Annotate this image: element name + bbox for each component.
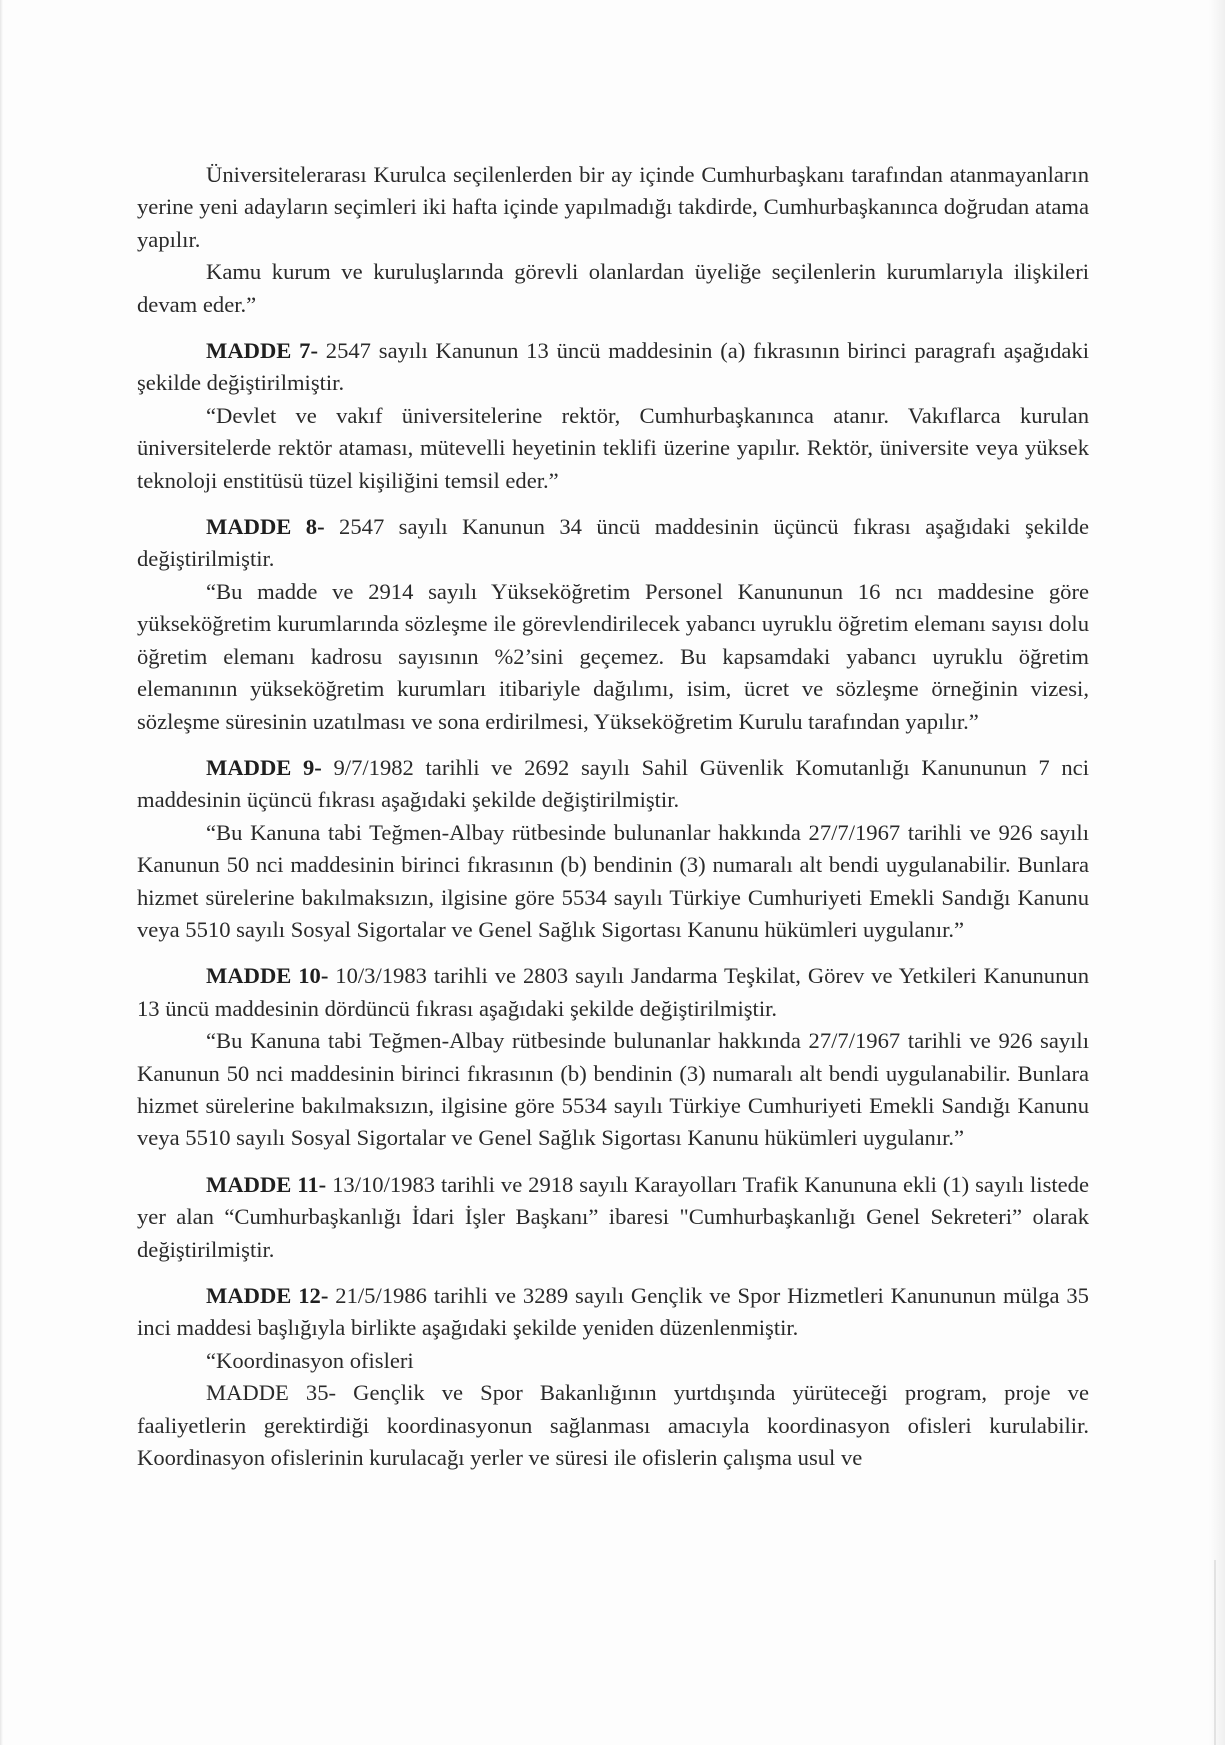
article-12	[137, 1280, 1089, 1345]
article-9-label: MADDE 9-	[206, 754, 322, 780]
article-12-heading: “Koordinasyon ofisleri	[206, 1347, 414, 1373]
scan-edge-right	[1209, 0, 1225, 1745]
paragraph-kamu-kurum: Kamu kurum ve kuruluşlarında görevli olanlardan üyeliğe seçilenlerin kurumlarıyla ilişkileri devam eder.”	[137, 259, 1089, 317]
article-8	[137, 511, 1089, 576]
article-12-text: 21/5/1986 tarihli ve 3289 sayılı Gençlik ve Spor Hizmetleri Kanununun mülga 35 inci maddesi başlığıyla birlikte aşağıdaki şekilde yeniden düzenlenmiştir.	[137, 1283, 1089, 1341]
article-10	[137, 960, 1089, 1025]
article-10-text: 10/3/1983 tarihli ve 2803 sayılı Jandarma Teşkilat, Görev ve Yetkileri Kanununun 13 üncü maddesinin dördüncü fıkrası aşağıdaki şekilde değiştirilmiştir.	[137, 963, 1089, 1021]
document-body	[137, 159, 1089, 1474]
article-7-text: 2547 sayılı Kanunun 13 üncü maddesinin (a) fıkrasının birinci paragrafı aşağıdaki şekilde değiştirilmiştir.	[137, 338, 1089, 396]
article-11-label: MADDE 11-	[206, 1171, 327, 1197]
article-8-label: MADDE 8-	[206, 514, 325, 540]
article-10-label: MADDE 10-	[206, 963, 329, 989]
article-10-quote: “Bu Kanuna tabi Teğmen-Albay rütbesinde bulunanlar hakkında 27/7/1967 tarihli ve 926 sayılı Kanunun 50 nci maddesinin birinci fıkrasının (b) bendinin (3) numaralı alt bendi uygulanabilir. Bunlara hizmet sürelerine bakılmaksızın, ilgisine göre 5534 sayılı Türkiye Cumhuriyeti Emekli Sandığı Kanunu veya 5510 sayılı Sosyal Sigortalar ve Genel Sağlık Sigortası Kanunu hükümleri uygulanır.”	[137, 1028, 1089, 1151]
article-12-body: MADDE 35- Gençlik ve Spor Bakanlığının yurtdışında yürüteceği program, proje ve faaliyetlerin gerektirdiği koordinasyonun sağlanması amacıyla koordinasyon ofisleri kurulabilir. Koordinasyon ofislerinin kurulacağı yerler ve süresi ile ofislerin çalışma usul ve	[137, 1380, 1089, 1471]
article-7	[137, 335, 1089, 400]
article-9-quote: “Bu Kanuna tabi Teğmen-Albay rütbesinde bulunanlar hakkında 27/7/1967 tarihli ve 926 sayılı Kanunun 50 nci maddesinin birinci fıkrasının (b) bendinin (3) numaralı alt bendi uygulanabilir. Bunlara hizmet sürelerine bakılmaksızın, ilgisine göre 5534 sayılı Türkiye Cumhuriyeti Emekli Sandığı Kanunu veya 5510 sayılı Sosyal Sigortalar ve Genel Sağlık Sigortası Kanunu hükümleri uygulanır.”	[137, 819, 1089, 942]
article-11	[137, 1169, 1089, 1266]
article-8-text: 2547 sayılı Kanunun 34 üncü maddesinin üçüncü fıkrası aşağıdaki şekilde değiştirilmiştir.	[137, 514, 1089, 572]
article-7-quote: “Devlet ve vakıf üniversitelerine rektör, Cumhurbaşkanınca atanır. Vakıflarca kurulan üniversitelerde rektör ataması, mütevelli heyetinin teklifi üzerine yapılır. Rektör, üniversite veya yüksek teknoloji enstitüsü tüzel kişiliğini temsil eder.”	[137, 402, 1089, 493]
paragraph-universiteler-kurulu: Üniversitelerarası Kurulca seçilenlerden bir ay içinde Cumhurbaşkanı tarafından atanmayanların yerine yeni adayların seçimleri iki hafta içinde yapılmadığı takdirde, Cumhurbaşkanınca doğrudan atama yapılır.	[137, 162, 1089, 252]
article-8-quote: “Bu madde ve 2914 sayılı Yükseköğretim Personel Kanununun 16 ncı maddesine göre yükseköğretim kurumlarında sözleşme ile görevlendirilecek yabancı uyruklu öğretim elemanı sayısı dolu öğretim elemanı kadrosu sayısının %2’sini geçemez. Bu kapsamdaki yabancı uyruklu öğretim elemanının yükseköğretim kurumları itibariyle dağılımı, isim, ücret ve sözleşme örneğinin vizesi, sözleşme süresinin uzatılması ve sona erdirilmesi, Yükseköğretim Kurulu tarafından yapılır.”	[137, 578, 1089, 734]
article-9-text: 9/7/1982 tarihli ve 2692 sayılı Sahil Güvenlik Komutanlığı Kanununun 7 nci maddesinin üçüncü fıkrası aşağıdaki şekilde değiştirilmiştir.	[137, 754, 1089, 813]
scan-edge-left	[0, 0, 3, 1745]
article-7-label: MADDE 7-	[206, 338, 318, 364]
scan-edge-mark	[1214, 1560, 1216, 1745]
article-12-label: MADDE 12-	[206, 1283, 329, 1308]
article-9	[137, 752, 1089, 817]
article-11-text: 13/10/1983 tarihli ve 2918 sayılı Karayolları Trafik Kanununa ekli (1) sayılı listede yer alan “Cumhurbaşkanlığı İdari İşler Başkanı” ibaresi "Cumhurbaşkanlığı Genel Sekreteri” olarak değiştirilmiştir.	[137, 1171, 1089, 1262]
